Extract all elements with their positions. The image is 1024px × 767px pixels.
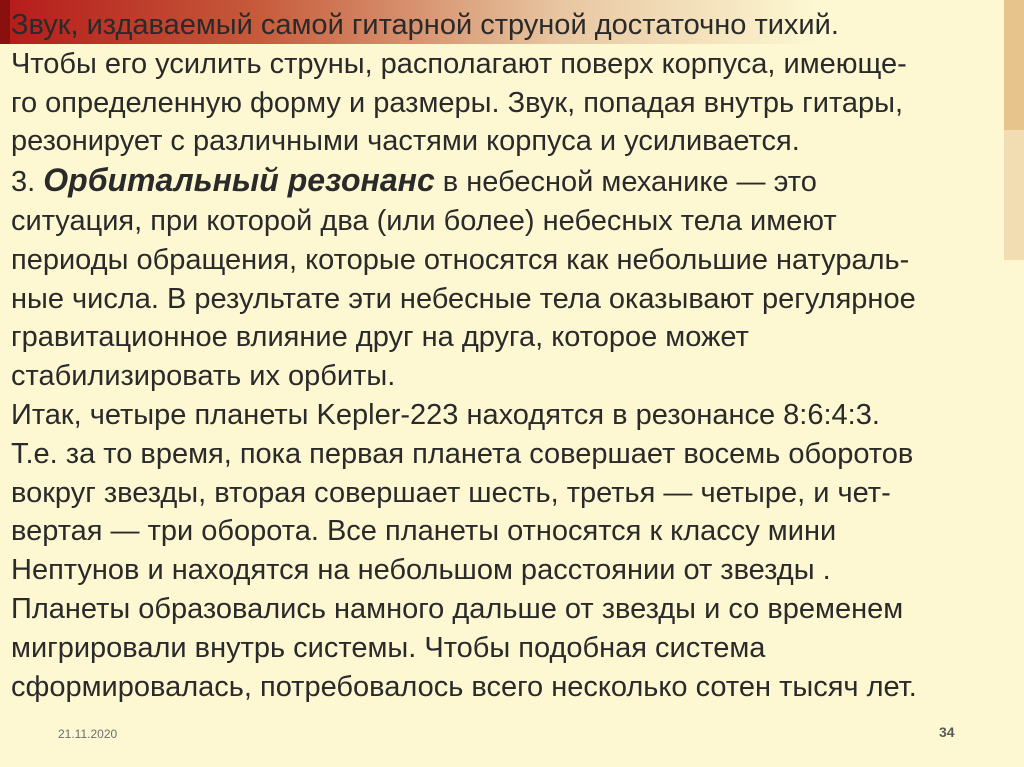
- text-line: резонирует с различными частями корпуса и усиливается.: [11, 125, 800, 158]
- footer-date: 21.11.2020: [58, 727, 118, 741]
- text-line-heading: [11, 161, 996, 202]
- slide-body-text: [11, 6, 996, 706]
- text-line: сформировалась, потребовалось всего несколько сотен тысяч лет.: [11, 670, 917, 703]
- corner-mark: [0, 0, 10, 44]
- text-line: мигрировали внутрь системы. Чтобы подобная система: [11, 631, 766, 664]
- item-number: 3.: [11, 166, 44, 199]
- text-line: ные числа. В результате эти небесные тела оказывают регулярное: [11, 282, 916, 315]
- text-line: вокруг звезды, вторая совершает шесть, третья — четыре, и чет-: [11, 476, 891, 509]
- text-line: Итак, четыре планеты Kepler-223 находятся в резонансе 8:6:4:3.: [11, 398, 880, 431]
- text-line: го определенную форму и размеры. Звук, попадая внутрь гитары,: [11, 86, 904, 119]
- text-line: Звук, издаваемый самой гитарной струной достаточно тихий.: [11, 9, 839, 41]
- text-line: Нептунов и находятся на небольшом расстоянии от звезды .: [11, 554, 831, 587]
- right-decoration: [1004, 0, 1024, 260]
- decor-block-top: [1004, 0, 1024, 130]
- text-line: Чтобы его усилить струны, располагают поверх корпуса, имеюще-: [11, 47, 907, 80]
- text-line: периоды обращения, которые относятся как небольшие натураль-: [11, 243, 910, 276]
- term-definition-start: в небесной механике — это: [434, 166, 817, 199]
- text-line: ситуация, при которой два (или более) небесных тела имеют: [11, 204, 837, 237]
- text-line: Т.е. за то время, пока первая планета совершает восемь оборотов: [11, 437, 914, 470]
- text-line: вертая — три оборота. Все планеты относятся к классу мини: [11, 515, 837, 548]
- term-orbital-resonance: Орбитальный резонанс: [43, 162, 435, 199]
- text-line: стабилизировать их орбиты.: [11, 360, 396, 393]
- page-number: 34: [939, 724, 955, 740]
- text-line: гравитационное влияние друг на друга, которое может: [11, 321, 749, 354]
- decor-block-bottom: [1004, 130, 1024, 260]
- text-line: Планеты образовались намного дальше от звезды и со временем: [11, 592, 904, 625]
